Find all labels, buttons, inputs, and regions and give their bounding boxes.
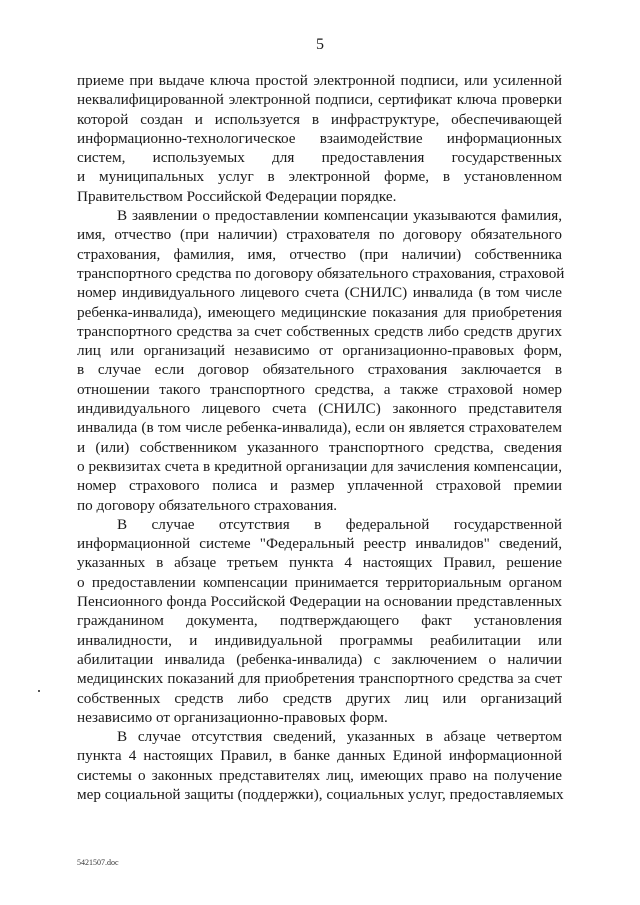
text-line: номер страхового полиса и размер уплаченной страховой премии [77, 477, 562, 495]
text-line: лиц или организаций независимо от организационно-правовых форм, [77, 342, 562, 360]
text-line: В заявлении о предоставлении компенсации указываются фамилия, [117, 207, 562, 225]
text-line: медицинских показаний для приобретения транспортного средства за счет [77, 670, 562, 688]
text-line: указанных в абзаце третьем пункта 4 настоящих Правил, решение [77, 554, 562, 572]
text-line: по договору обязательного страхования. [77, 496, 338, 514]
text-line: собственных средств либо средств других лиц или организаций [77, 689, 562, 707]
text-line: которой создан и используется в инфраструктуре, обеспечивающей [77, 110, 562, 128]
text-line: систем, используемых для предоставления государственных [77, 149, 562, 167]
text-line: о предоставлении компенсации принимается территориальным органом [77, 573, 562, 591]
text-line: неквалифицированной электронной подписи, сертификат ключа проверки [77, 91, 562, 109]
text-line: Пенсионного фонда Российской Федерации на основании представленных [77, 593, 562, 611]
footer-file-code: 5421507.doc [77, 858, 119, 867]
paragraph-4 [77, 727, 562, 804]
paragraph-1 [77, 71, 562, 206]
paragraph-2 [77, 206, 565, 515]
text-line: пункта 4 настоящих Правил, в банке данных Единой информационной [77, 747, 562, 765]
text-line: В случае отсутствия сведений, указанных в абзаце четвертом [117, 728, 562, 746]
text-line: транспортного средства за счет собственных средств либо средств других [77, 322, 562, 340]
text-line: номер индивидуального лицевого счета (СНИЛС) инвалида (в том числе [77, 284, 562, 302]
text-line: ребенка-инвалида), имеющего медицинские показания для приобретения [77, 303, 562, 321]
page-number: 5 [316, 36, 324, 53]
text-line: мер социальной защиты (поддержки), социальных услуг, предоставляемых [77, 785, 564, 803]
text-line: абилитации инвалида (ребенка-инвалида) с заключением о наличии [77, 650, 562, 668]
text-line: о реквизитах счета в кредитной организации для зачисления компенсации, [77, 457, 562, 475]
paragraph-3 [77, 515, 562, 727]
text-line: гражданином документа, подтверждающего факт установления [77, 612, 562, 630]
text-line: отношении такого транспортного средства, а также страховой номер [77, 380, 562, 398]
text-line: информационной системе "Федеральный реестр инвалидов" сведений, [77, 535, 562, 553]
text-line: инвалида (в том числе ребенка-инвалида), если он является страхователем [77, 419, 562, 437]
text-line: В случае отсутствия в федеральной государственной [117, 515, 562, 533]
text-line: Правительством Российской Федерации порядке. [77, 187, 397, 205]
text-line: транспортного средства по договору обязательного страхования, страховой [77, 264, 565, 282]
text-line: в случае если договор обязательного страхования заключается в [77, 361, 562, 379]
text-line: системы о законных представителях лиц, имеющих право на получение [77, 766, 562, 784]
text-line: имя, отчество (при наличии) страхователя по договору обязательного [77, 226, 562, 244]
text-line: страхования, фамилия, имя, отчество (при наличии) собственника [77, 245, 562, 263]
text-line: инвалидности, и индивидуальной программы реабилитации или [77, 631, 562, 649]
text-line: независимо от организационно-правовых форм. [77, 708, 388, 726]
margin-mark [38, 690, 40, 692]
text-line: и (или) собственником указанного транспортного средства, сведения [77, 438, 562, 456]
document-body [77, 71, 565, 804]
text-line: приеме при выдаче ключа простой электронной подписи, или усиленной [77, 72, 562, 89]
text-line: и муниципальных услуг в электронной форме, в установленном [77, 168, 562, 186]
text-line: индивидуального лицевого счета (СНИЛС) законного представителя [77, 400, 562, 418]
text-line: информационно-технологическое взаимодействие информационных [77, 129, 562, 147]
